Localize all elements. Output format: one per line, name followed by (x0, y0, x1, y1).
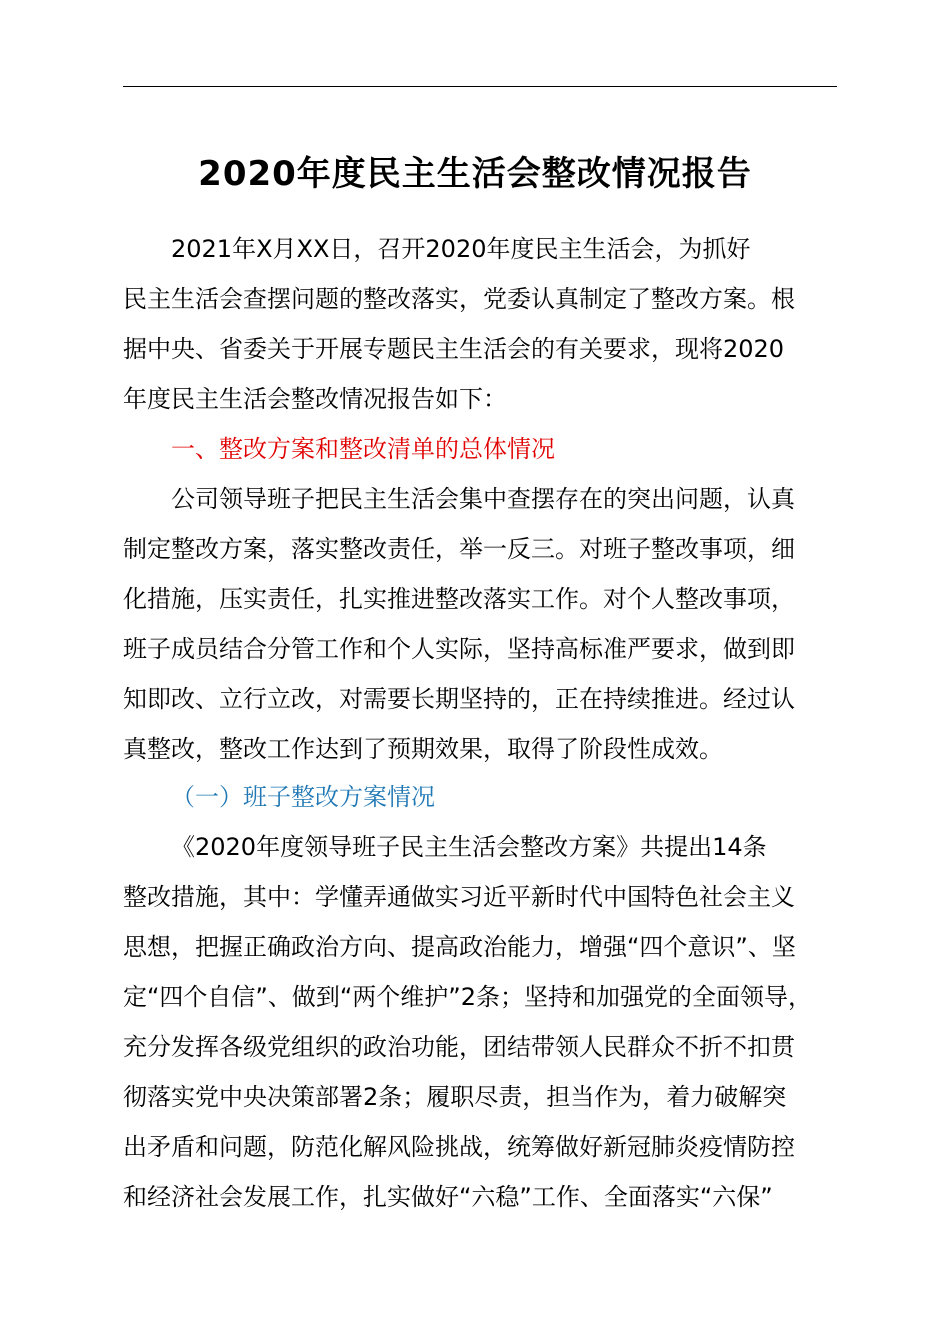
text-line: 知即改、立行立改，对需要长期坚持的，正在持续推进。经过认 (123, 685, 795, 713)
text-line: 化措施，压实责任，扎实推进整改落实工作。对个人整改事项， (123, 585, 795, 613)
intro-paragraph (123, 224, 839, 424)
text-line: 2021年X月XX日，召开2020年度民主生活会，为抓好 (171, 235, 751, 263)
text-line: 真整改，整改工作达到了预期效果，取得了阶段性成效。 (123, 735, 723, 763)
text-line: 定“四个自信”、做到“两个维护”2条；坚持和加强党的全面领导， (123, 983, 813, 1011)
text-line: 年度民主生活会整改情况报告如下： (123, 385, 507, 413)
text-line: 公司领导班子把民主生活会集中查摆存在的突出问题，认真 (171, 485, 795, 513)
text-line: 班子成员结合分管工作和个人实际，坚持高标准严要求，做到即 (123, 635, 795, 663)
text-line: 制定整改方案，落实整改责任，举一反三。对班子整改事项，细 (123, 535, 795, 563)
header-rule (123, 86, 837, 87)
subsection1-paragraph (123, 822, 839, 1222)
text-line: 据中央、省委关于开展专题民主生活会的有关要求，现将2020 (123, 335, 785, 363)
subsection-heading-1: （一）班子整改方案情况 (171, 783, 435, 811)
section-heading-1: 一、整改方案和整改清单的总体情况 (171, 435, 555, 463)
text-line: 思想，把握正确政治方向、提高政治能力，增强“四个意识”、坚 (123, 933, 796, 961)
text-line: 整改措施，其中：学懂弄通做实习近平新时代中国特色社会主义 (123, 883, 795, 911)
text-line: 彻落实党中央决策部署2条；履职尽责，担当作为，着力破解突 (123, 1083, 787, 1111)
text-line: 充分发挥各级党组织的政治功能，团结带领人民群众不折不扣贯 (123, 1033, 795, 1061)
text-line: 出矛盾和问题，防范化解风险挑战，统筹做好新冠肺炎疫情防控 (123, 1133, 795, 1161)
text-line: 《2020年度领导班子民主生活会整改方案》共提出14条 (171, 833, 767, 861)
text-line: 民主生活会查摆问题的整改落实，党委认真制定了整改方案。根 (123, 285, 795, 313)
text-line: 和经济社会发展工作，扎实做好“六稳”工作、全面落实“六保” (123, 1183, 773, 1211)
section1-paragraph (123, 474, 839, 774)
document-title: 2020年度民主生活会整改情况报告 (198, 154, 752, 194)
